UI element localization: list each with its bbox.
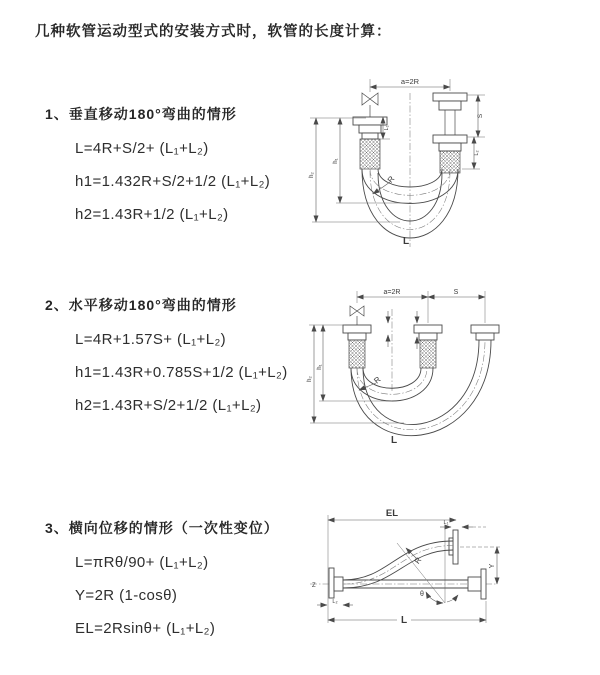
section-heading: 2、水平移动180°弯曲的情形 xyxy=(45,297,237,313)
formula-line: L=πRθ/90+ (L₁+L₂) xyxy=(75,554,209,571)
page-title: 几种软管运动型式的安装方式时，软管的长度计算： xyxy=(35,24,392,40)
formula-line: EL=2Rsinθ+ (L₁+L₂) xyxy=(75,620,216,637)
diagram3-drawing xyxy=(300,503,600,648)
dim-label-h2: h₂ xyxy=(309,172,315,178)
dim-label-s: S xyxy=(453,289,459,296)
radius-label: R xyxy=(412,555,424,566)
middle-pipe xyxy=(414,325,442,368)
left-pipe xyxy=(353,93,387,169)
dim-label-a2r: a=2R xyxy=(383,289,401,296)
diagram-vertical-180 xyxy=(300,65,600,270)
formula-line: h2=1.43R+1/2 (L₁+L₂) xyxy=(75,206,229,223)
dim-h xyxy=(309,118,412,222)
formula-line: Y=2R (1-cosθ) xyxy=(75,587,178,604)
dim-label-h1: h₁ xyxy=(333,158,339,164)
braided-hose-section xyxy=(420,340,436,368)
length-label: L xyxy=(402,236,410,247)
dim-el xyxy=(328,508,456,623)
dim-label-l2: L₂ xyxy=(332,599,338,605)
section-heading: 3、横向位移的情形（一次性变位） xyxy=(45,520,279,536)
left-pipe xyxy=(343,306,371,368)
right-flange xyxy=(468,569,486,599)
valve-icon xyxy=(350,306,364,316)
dim-label-s: S xyxy=(477,113,484,119)
upper-flange xyxy=(449,530,458,564)
formula-line: L=4R+S/2+ (L₁+L₂) xyxy=(75,140,209,157)
radius-label: R xyxy=(385,174,397,185)
dim-l2 xyxy=(317,599,353,605)
dim-label-a2r: a=2R xyxy=(400,77,420,86)
section-vertical-180 xyxy=(45,104,270,231)
dim-s-l2 xyxy=(462,95,485,169)
diagram-horizontal-180 xyxy=(300,283,600,463)
length-label: L xyxy=(390,435,398,446)
braided-hose-section xyxy=(349,340,365,368)
formula-line: h1=1.43R+0.785S+1/2 (L₁+L₂) xyxy=(75,364,288,381)
diagram-lateral-displacement xyxy=(300,503,600,653)
dim-a2r xyxy=(370,77,450,92)
dim-label-l1: L₁ xyxy=(443,520,449,526)
section-horizontal-180 xyxy=(45,295,288,422)
formula-line: h1=1.432R+S/2+1/2 (L₁+L₂) xyxy=(75,173,271,190)
diagram1-drawing xyxy=(300,65,600,265)
diagram2-drawing xyxy=(300,283,600,458)
right-pipe xyxy=(471,325,499,340)
dim-label-el: EL xyxy=(385,508,399,519)
length-label: L xyxy=(400,615,408,626)
formula-line: L=4R+1.57S+ (L₁+L₂) xyxy=(75,331,227,348)
section-heading: 1、垂直移动180°弯曲的情形 xyxy=(45,106,237,122)
dim-label-l1: L₁ xyxy=(384,125,390,131)
section-lateral-displacement xyxy=(45,518,279,645)
right-pipe xyxy=(433,93,467,173)
dim-label-l2: L₂ xyxy=(474,150,480,156)
left-flange xyxy=(312,568,343,598)
formula-line: h2=1.43R+S/2+1/2 (L₁+L₂) xyxy=(75,397,262,414)
dim-l1 xyxy=(440,520,486,527)
radius-label: R xyxy=(372,374,383,386)
left-end-mark: Z xyxy=(312,583,316,589)
flange-dim-arrows xyxy=(388,311,417,349)
dim-top xyxy=(357,289,485,323)
dim-label-h2: h₂ xyxy=(307,376,313,382)
dim-label-h1: h₁ xyxy=(317,364,323,370)
angle-label: θ xyxy=(420,591,424,598)
dim-label-y: Y xyxy=(489,563,496,569)
valve-icon xyxy=(362,93,378,105)
braided-hose-section xyxy=(360,139,380,169)
